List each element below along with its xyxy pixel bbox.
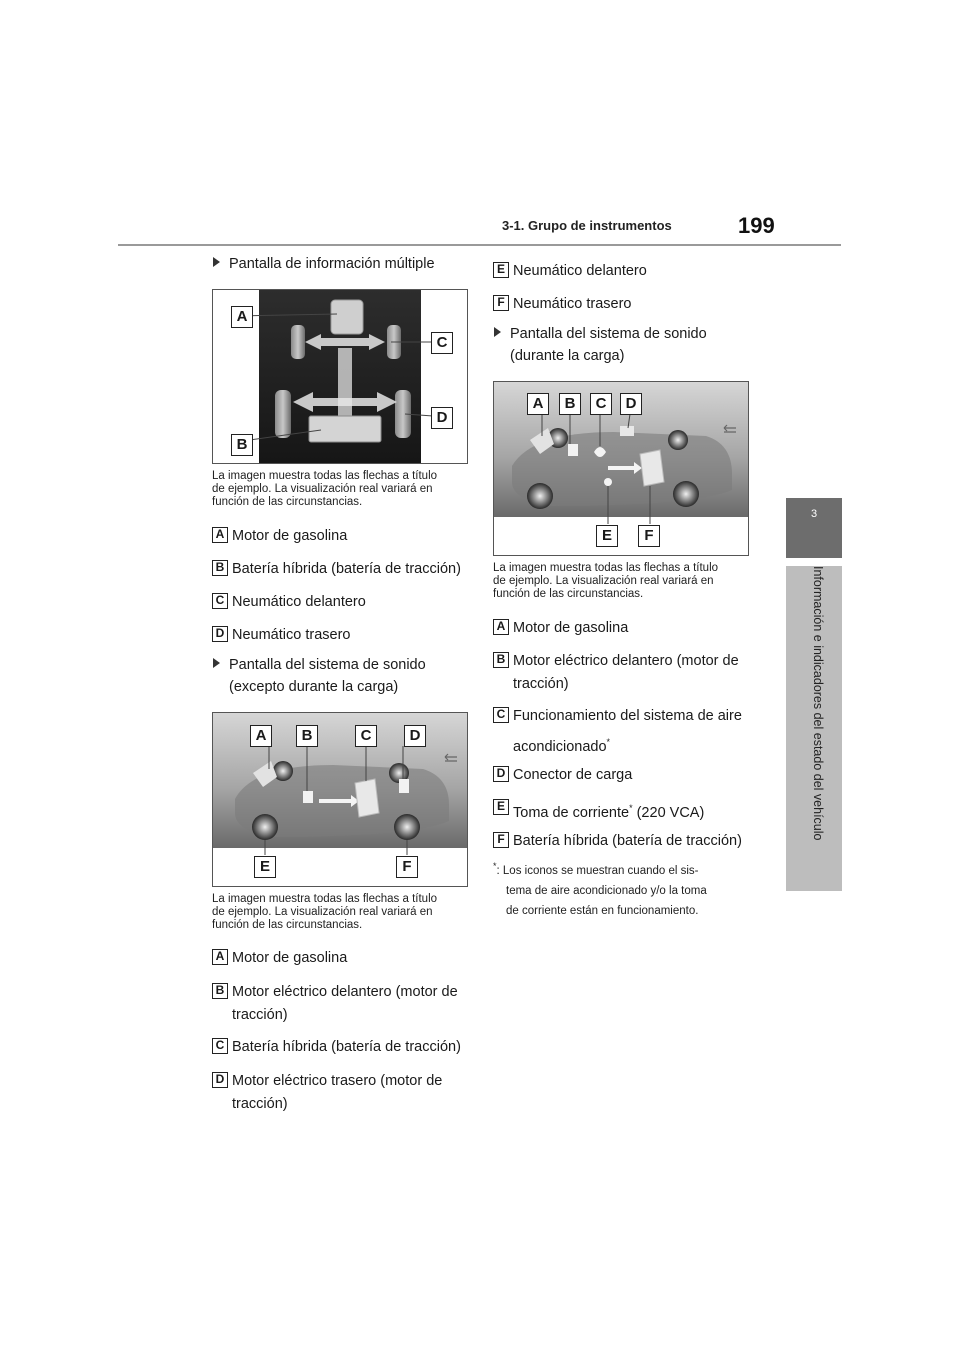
letter-badge: E	[493, 799, 509, 815]
audio-display-figure-not-charging	[212, 712, 468, 887]
section-heading-multi-info	[213, 253, 435, 275]
rear-motor-shape	[399, 779, 409, 793]
letter-badge: C	[212, 593, 228, 609]
figure-label-f: F	[638, 525, 660, 547]
legend-text: tracción)	[232, 1007, 288, 1023]
engine-shape	[331, 300, 363, 334]
heading-line: Pantalla del sistema de sonido	[510, 326, 707, 342]
footnote-line: de corriente están en funcionamiento.	[506, 904, 699, 917]
front-left-wheel	[252, 814, 278, 840]
figure-label-f: F	[396, 856, 418, 878]
legend-text: Neumático delantero	[232, 594, 366, 610]
hybrid-battery-shape	[355, 779, 379, 817]
note-line: de ejemplo. La visualización real variará en	[493, 575, 714, 587]
figure-label-d: D	[431, 407, 453, 429]
multi-info-display-figure	[212, 289, 468, 464]
charging-connector-shape	[620, 426, 634, 436]
figure-label-a: A	[250, 725, 272, 747]
footnote-line: tema de aire acondicionado y/o la toma	[506, 884, 707, 897]
legend-text: acondicionado	[513, 738, 607, 755]
letter-badge: D	[212, 626, 228, 642]
hybrid-battery-shape	[640, 450, 664, 486]
legend-text: Neumático trasero	[513, 296, 632, 312]
audio-display-figure-charging	[493, 381, 749, 556]
figure-note-3	[493, 562, 718, 601]
letter-badge: E	[493, 262, 509, 278]
legend-text: Funcionamiento del sistema de aire	[513, 708, 742, 724]
figure-label-a: A	[527, 393, 549, 415]
note-line: función de las circunstancias.	[212, 496, 363, 508]
letter-badge: A	[493, 619, 509, 635]
legend-text: tracción)	[513, 676, 569, 692]
letter-badge: A	[212, 527, 228, 543]
front-motor-shape	[568, 444, 578, 456]
hybrid-battery-shape	[309, 416, 381, 442]
figure-label-a: A	[231, 306, 253, 328]
letter-badge: B	[212, 983, 228, 999]
heading-line: (durante la carga)	[510, 348, 625, 364]
rear-left-wheel	[673, 481, 699, 507]
chapter-side-label: Información e indicadores del estado del vehículo	[811, 566, 825, 841]
front-left-wheel	[527, 483, 553, 509]
figure-label-c: C	[590, 393, 612, 415]
figure-label-c: C	[355, 725, 377, 747]
note-line: función de las circunstancias.	[493, 588, 644, 600]
note-line: La imagen muestra todas las flechas a título	[493, 562, 719, 574]
front-motor-shape	[303, 791, 313, 803]
section-heading-audio-charging	[494, 323, 707, 367]
footnote-marker: *	[629, 803, 633, 813]
footnote	[493, 856, 753, 921]
figure-note-1	[212, 470, 437, 509]
power-outlet-shape	[604, 478, 612, 486]
rear-left-wheel	[394, 814, 420, 840]
chapter-number: 3	[810, 508, 818, 520]
letter-badge: A	[212, 949, 228, 965]
heading-line: Pantalla del sistema de sonido	[229, 657, 426, 673]
figure-label-area	[494, 517, 748, 555]
figure-label-area	[213, 848, 467, 886]
letter-badge: B	[212, 560, 228, 576]
letter-badge: C	[212, 1038, 228, 1054]
legend-text: Batería híbrida (batería de tracción)	[232, 1039, 461, 1055]
legend-text: Neumático delantero	[513, 263, 647, 279]
chapter-side-bar	[786, 566, 842, 891]
letter-badge: D	[493, 766, 509, 782]
legend-text: Motor de gasolina	[513, 620, 629, 636]
note-line: de ejemplo. La visualización real variará en	[212, 906, 433, 918]
rear-left-tire	[275, 390, 291, 438]
figure-label-c: C	[431, 332, 453, 354]
page-number: 199	[738, 213, 775, 238]
header-section-title: 3-1. Grupo de instrumentos	[502, 218, 672, 233]
triangle-bullet-icon	[494, 327, 501, 337]
legend-text: tracción)	[232, 1096, 288, 1112]
heading-line: (excepto durante la carga)	[229, 679, 399, 695]
letter-badge: F	[493, 832, 509, 848]
note-line: La imagen muestra todas las flechas a título	[212, 893, 438, 905]
figure-label-d: D	[620, 393, 642, 415]
figure-label-d: D	[404, 725, 426, 747]
footnote-marker: *	[606, 737, 611, 747]
note-line: La imagen muestra todas las flechas a título	[212, 470, 438, 482]
legend-text: Motor eléctrico delantero (motor de	[232, 984, 458, 1000]
legend-text: Motor eléctrico trasero (motor de	[232, 1073, 443, 1089]
note-line: de ejemplo. La visualización real variará en	[212, 483, 433, 495]
legend-text: Neumático trasero	[232, 627, 351, 643]
legend-text: Motor de gasolina	[232, 950, 348, 966]
triangle-bullet-icon	[213, 658, 220, 668]
letter-badge: C	[493, 707, 509, 723]
legend-text: Batería híbrida (batería de tracción)	[513, 833, 742, 849]
note-line: función de las circunstancias.	[212, 919, 363, 931]
legend-text: Conector de carga	[513, 767, 633, 783]
front-left-tire	[291, 325, 305, 359]
section-heading-text: Pantalla de información múltiple	[229, 256, 435, 272]
header-rule	[118, 244, 841, 246]
figure-label-b: B	[296, 725, 318, 747]
chapter-tab	[786, 498, 842, 558]
figure-note-2	[212, 893, 437, 932]
figure-label-b: B	[559, 393, 581, 415]
legend-text: Toma de corriente	[513, 804, 630, 821]
front-right-wheel	[273, 761, 293, 781]
triangle-bullet-icon	[213, 257, 220, 267]
letter-badge: F	[493, 295, 509, 311]
legend-text: Motor eléctrico delantero (motor de	[513, 653, 739, 669]
figure-label-e: E	[596, 525, 618, 547]
legend-text: Batería híbrida (batería de tracción)	[232, 561, 461, 577]
legend-text: Motor de gasolina	[232, 528, 348, 544]
legend-text: (220 VCA)	[632, 804, 705, 821]
section-heading-audio-not-charging	[213, 654, 426, 698]
figure-label-e: E	[254, 856, 276, 878]
letter-badge: D	[212, 1072, 228, 1088]
footnote-line: : Los iconos se muestran cuando el sis-	[496, 864, 699, 877]
figure-label-b: B	[231, 434, 253, 456]
letter-badge: B	[493, 652, 509, 668]
center-shaft	[338, 348, 352, 418]
footnote-marker: *	[493, 861, 497, 871]
rear-right-wheel	[668, 430, 688, 450]
